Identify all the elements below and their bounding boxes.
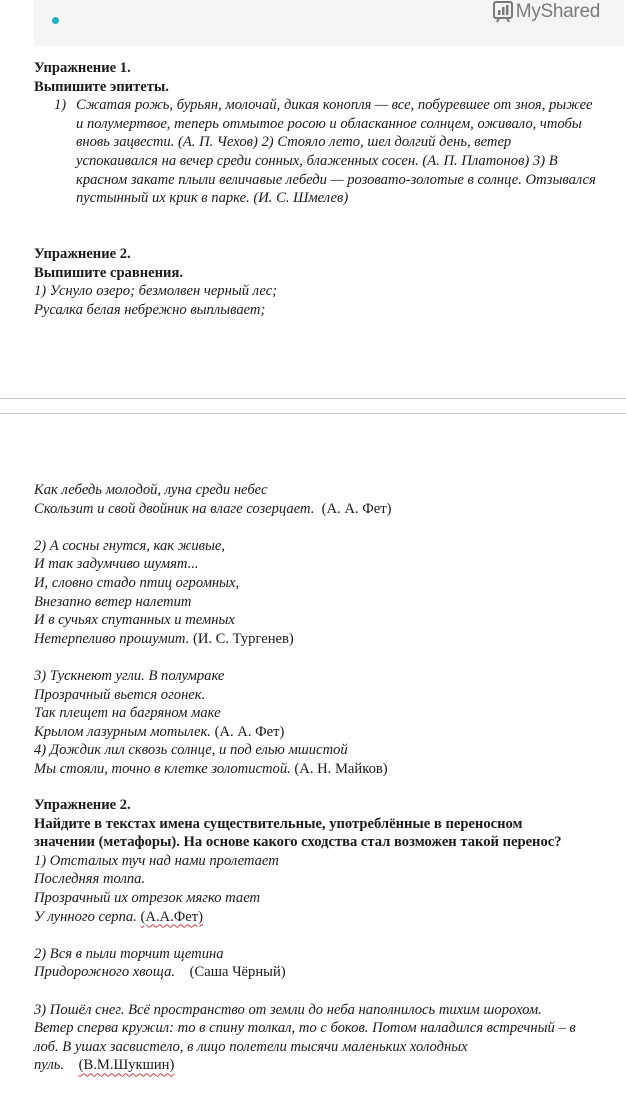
header-bar xyxy=(34,0,624,46)
poem-line: 3) Тускнеют угли. В полумраке xyxy=(34,667,225,684)
exercise-2-title: Упражнение 2. xyxy=(34,797,131,813)
poem-line: Прозрачный вьется огонек. xyxy=(34,686,206,703)
author-credit: (А. Н. Майков) xyxy=(294,760,388,777)
prose-text: 3) Пошёл снег. Всё пространство от земли до неба наполнилось тихим шорохом. Ветер сперва кружил: то в спину толкал, то с боков. Потом наладился встречный – в лоб. В ушах засвистело, в лицо полетели тысячи маленьких холодных пуль. xyxy=(34,1001,576,1074)
poem-line-with-author xyxy=(34,723,614,742)
author-credit: (А. А. Фет) xyxy=(214,723,285,740)
poem-line-with-author xyxy=(34,760,614,779)
poem-line: Так плещет на багряном маке xyxy=(34,705,221,722)
exercise-1 xyxy=(34,59,614,208)
poem-line: 4) Дождик лил сквозь солнце, и под елью мшистой xyxy=(34,742,348,759)
author-credit: (Саша Чёрный) xyxy=(189,964,286,981)
poem-line: У лунного серпа. xyxy=(34,908,137,925)
author-credit: (В.М.Шукшин) xyxy=(78,1057,175,1074)
poem-line: Нетерпеливо прошумит. xyxy=(34,630,190,647)
exercise-1-text: Сжатая рожь, бурьян, молочай, дикая конопля — все, побуревшее от зноя, рыжее и полумертвое, теперь отмытое росою и обласканное солнцем, оживало, чтобы вновь зацвести. (А. П. Чехов) 2) Стояло лето, шел долгий день, ветер успокаивался на вечер среди сонных, блаженных сосен. (А. П. Платонов) 3) В красном закате плыли величавые лебеди — розовато-золотые в солнце. Отзывался пустынный их крик в парке. (И. С. Шмелев) xyxy=(76,97,596,207)
page-2-poems xyxy=(34,481,614,779)
poem-line: 2) Вся в пыли торчит щетина xyxy=(34,945,224,962)
poem-line: И так задумчиво шумят... xyxy=(34,556,199,573)
cursor-dot-icon xyxy=(52,17,59,24)
poem-line: Мы стояли, точно в клетке золотистой. xyxy=(34,760,291,777)
page-separator xyxy=(0,413,626,414)
poem-line: 2) А сосны гнутся, как живые, xyxy=(34,537,225,554)
poem-line-with-author xyxy=(34,908,614,927)
poem-line: Внезапно ветер налетит xyxy=(34,593,192,610)
poem-line: 1) Уснуло озеро; безмолвен черный лес; xyxy=(34,283,278,300)
poem-line: И в сучьях спутанных и темных xyxy=(34,612,235,629)
exercise-2-metaphors xyxy=(34,796,614,1075)
author-credit: (И. С. Тургенев) xyxy=(192,630,294,647)
poem-line: Скользит и свой двойник на влаге созерцает. xyxy=(34,500,315,517)
poem-line: Прозрачный их отрезок мягко тает xyxy=(34,889,261,906)
author-credit: (А. А. Фет) xyxy=(321,500,392,517)
poem-line: Русалка белая небрежно выплывает; xyxy=(34,301,266,318)
poem-line: Последняя толпа. xyxy=(34,871,146,888)
myshared-logo[interactable] xyxy=(493,1,600,23)
poem-line-with-author xyxy=(34,630,614,649)
author-credit: (А.А.Фет) xyxy=(140,908,203,925)
poem-line-with-author xyxy=(34,963,614,982)
exercise-1-task: Выпишите эпитеты. xyxy=(34,78,169,95)
poem-line: И, словно стадо птиц огромных, xyxy=(34,574,240,591)
exercise-1-title: Упражнение 1. xyxy=(34,60,131,76)
exercise-2-comparisons xyxy=(34,245,614,319)
poem-line-with-author xyxy=(34,500,614,519)
exercise-1-number: 1) xyxy=(54,97,67,114)
exercise-2-task: Найдите в текстах имена существительные, употреблённые в переносном значении (метафоры). На основе какого сходства стал возможен такой перенос? xyxy=(34,815,562,851)
exercise-1-list-item xyxy=(54,96,614,208)
poem-line: 1) Отсталых туч над нами пролетает xyxy=(34,852,279,869)
poem-line: Придорожного хвоща. xyxy=(34,964,176,981)
myshared-logo-icon xyxy=(493,1,513,23)
exercise-2-task: Выпишите сравнения. xyxy=(34,264,183,281)
prose-paragraph xyxy=(34,1001,614,1075)
page-separator xyxy=(0,398,626,399)
exercise-2-title: Упражнение 2. xyxy=(34,246,131,262)
poem-line: Как лебедь молодой, луна среди небес xyxy=(34,482,268,498)
brand-name: MyShared xyxy=(515,0,600,22)
poem-line: Крылом лазурным мотылек. xyxy=(34,723,211,740)
